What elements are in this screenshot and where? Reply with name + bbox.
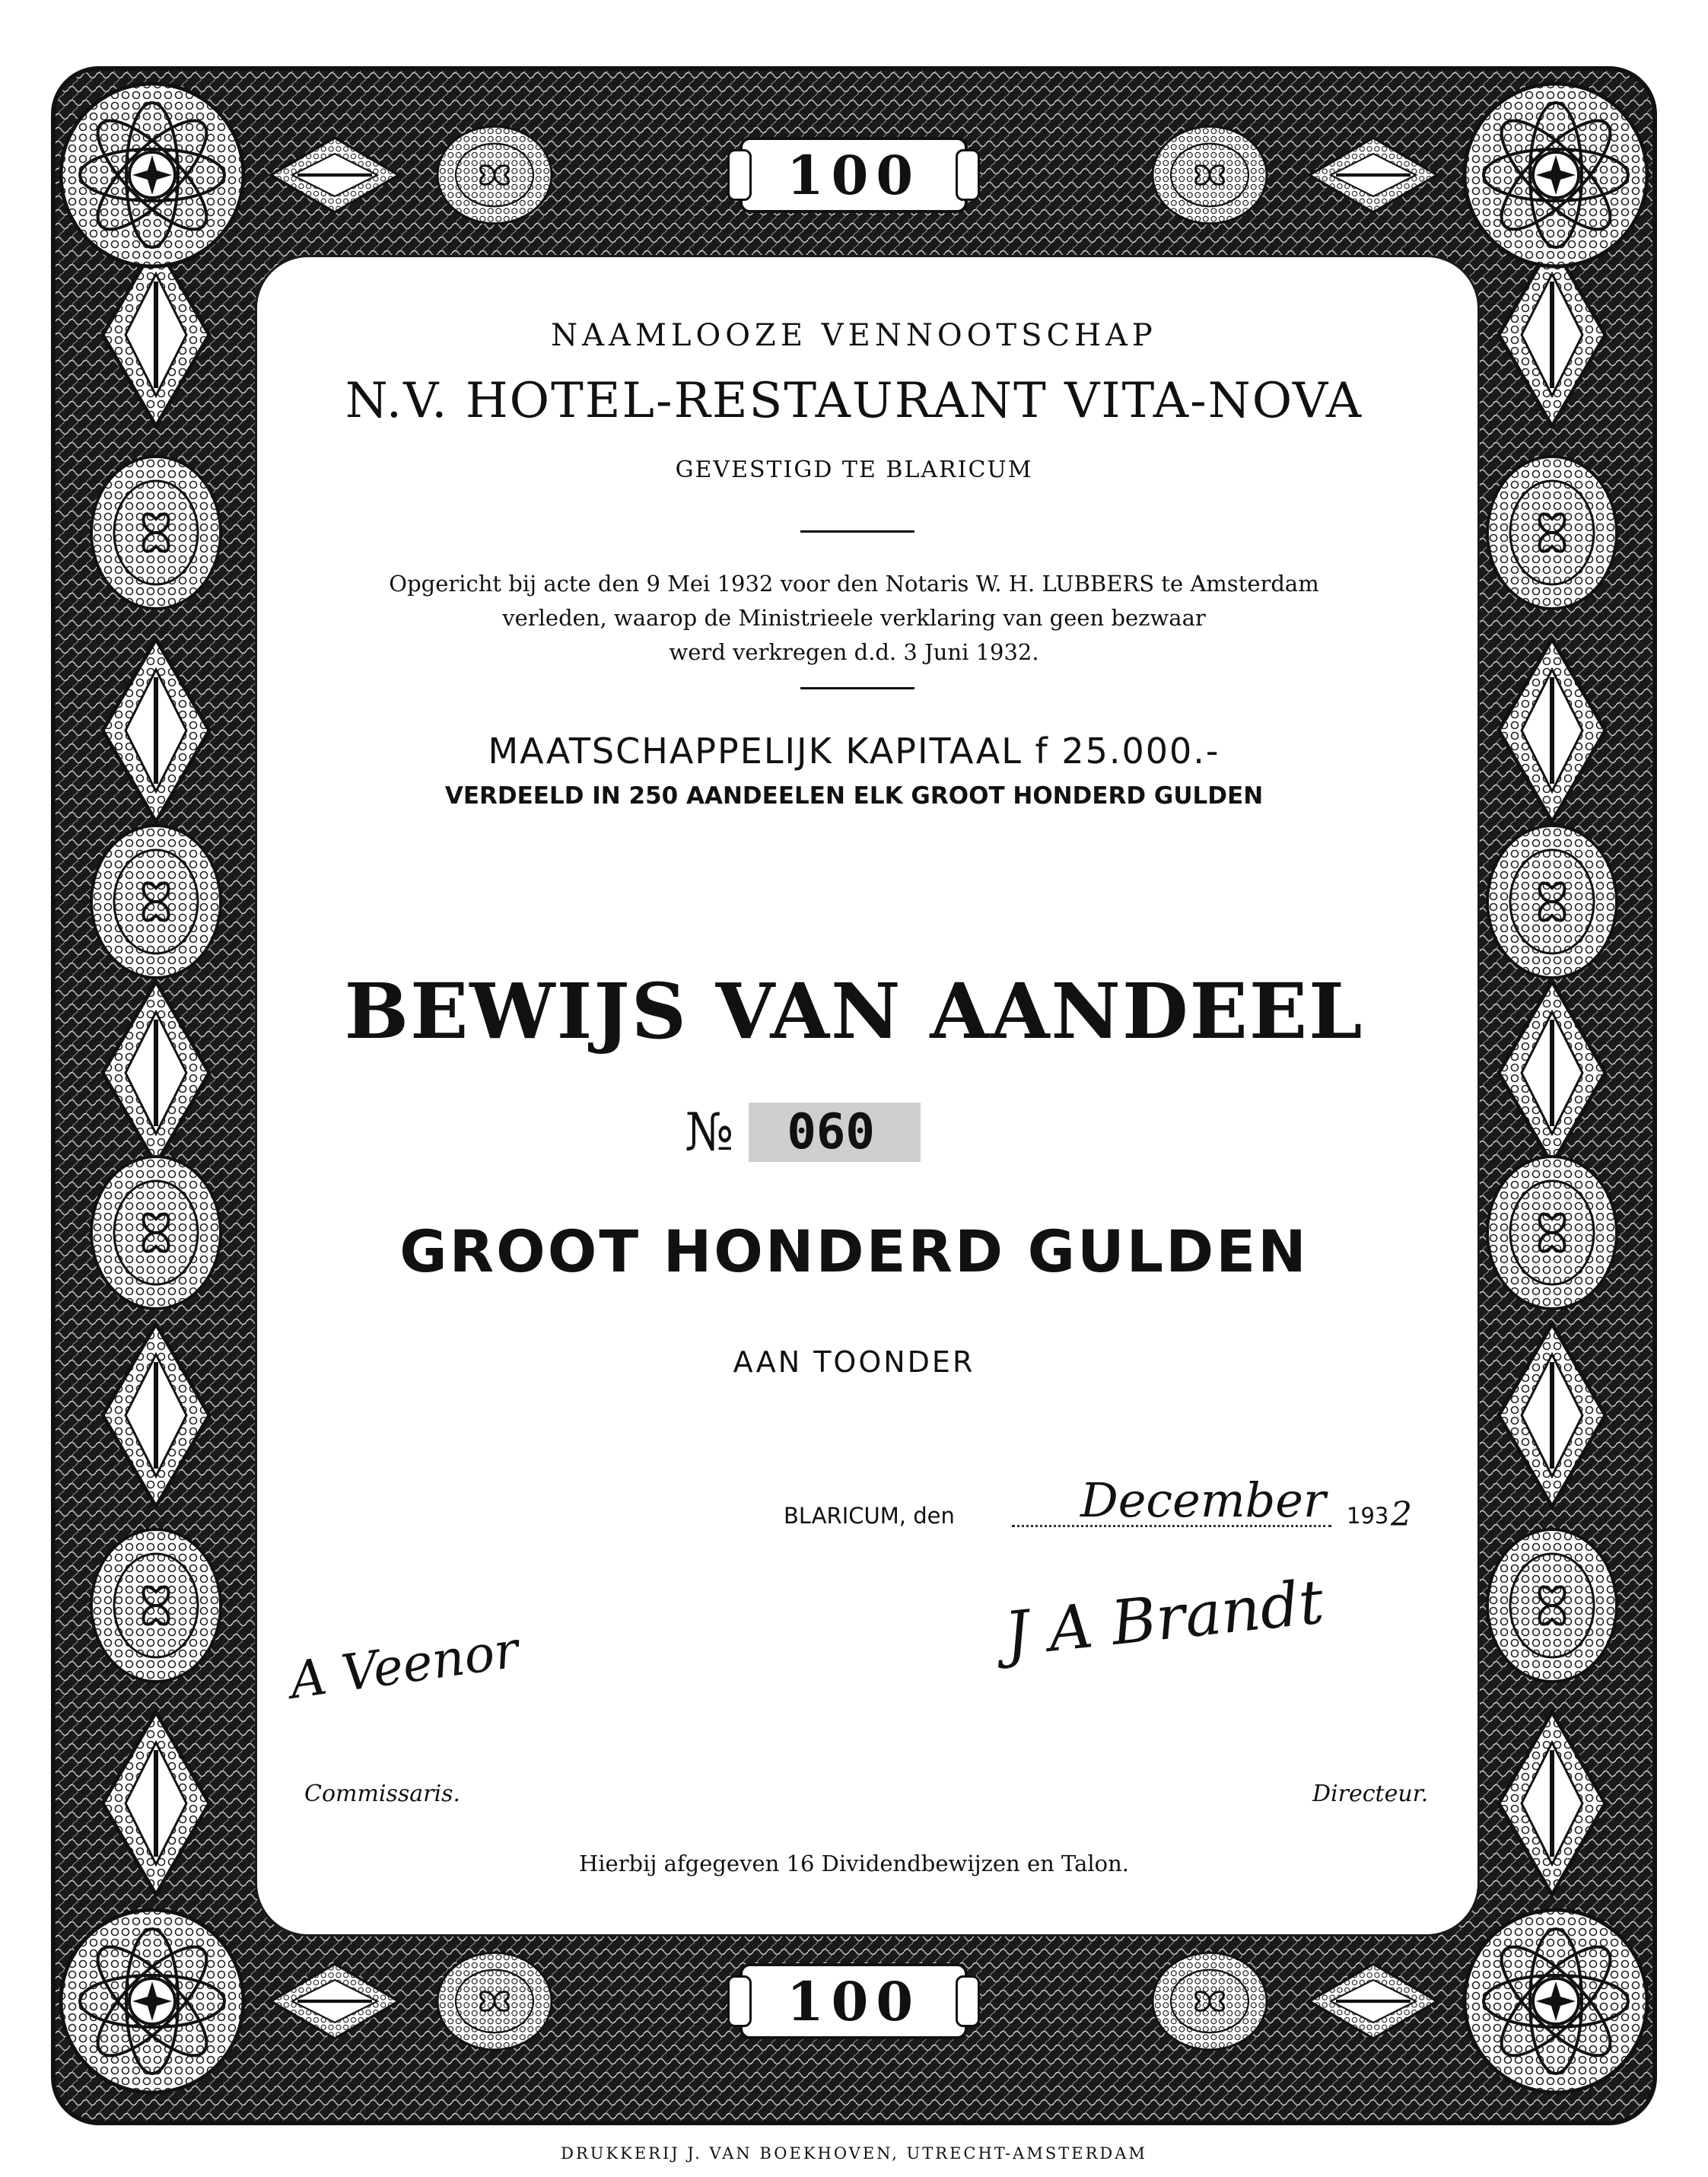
number-sign: № [685, 1102, 734, 1163]
signature-commissaris: A Veenor [286, 1620, 523, 1711]
signature-directeur: J A Brandt [1001, 1566, 1328, 1670]
bearer-line: AAN TOONDER [733, 1345, 975, 1379]
capital-line: MAATSCHAPPELIJK KAPITAAL f 25.000.- [488, 730, 1220, 772]
founding-line-3: werd verkregen d.d. 3 Juni 1932. [669, 639, 1039, 665]
founding-line-2: verleden, waarop de Ministrieele verklaring van geen bezwaar [502, 605, 1206, 631]
handwritten-month: December [1080, 1472, 1326, 1528]
company-name: N.V. HOTEL-RESTAURANT VITA-NOVA [345, 373, 1363, 429]
year-suffix-handwritten: 2 [1391, 1495, 1412, 1534]
border-motifs-left [91, 243, 221, 1895]
printer-line: DRUKKERIJ J. VAN BOEKHOVEN, UTRECHT-AMSTERDAM [561, 2144, 1147, 2163]
place-date-prefix: BLARICUM, den [784, 1503, 955, 1529]
role-directeur: Directeur. [1312, 1781, 1429, 1807]
denomination-bottom: 100 [739, 1963, 968, 2039]
divider-middle [800, 687, 914, 689]
denomination-top: 100 [739, 137, 968, 213]
company-seat: GEVESTIGD TE BLARICUM [675, 457, 1033, 483]
value-line: GROOT HONDERD GULDEN [399, 1217, 1309, 1285]
share-number-value: 060 [749, 1103, 921, 1162]
share-number [685, 1102, 921, 1163]
dividend-note: Hierbij afgegeven 16 Dividendbewijzen en Talon. [578, 1851, 1130, 1876]
year-prefix: 193 [1347, 1503, 1389, 1529]
company-type: NAAMLOOZE VENNOOTSCHAP [551, 318, 1157, 353]
division-line: VERDEELD IN 250 AANDEELEN ELK GROOT HONDERD GULDEN [444, 782, 1264, 810]
certificate-title: BEWIJS VAN AANDEEL [344, 966, 1364, 1056]
divider-top [800, 530, 914, 533]
founding-line-1: Opgericht bij acte den 9 Mei 1932 voor den Notaris W. H. LUBBERS te Amsterdam [389, 571, 1319, 597]
border-motifs-right [1487, 243, 1617, 1895]
role-commissaris: Commissaris. [304, 1781, 461, 1807]
